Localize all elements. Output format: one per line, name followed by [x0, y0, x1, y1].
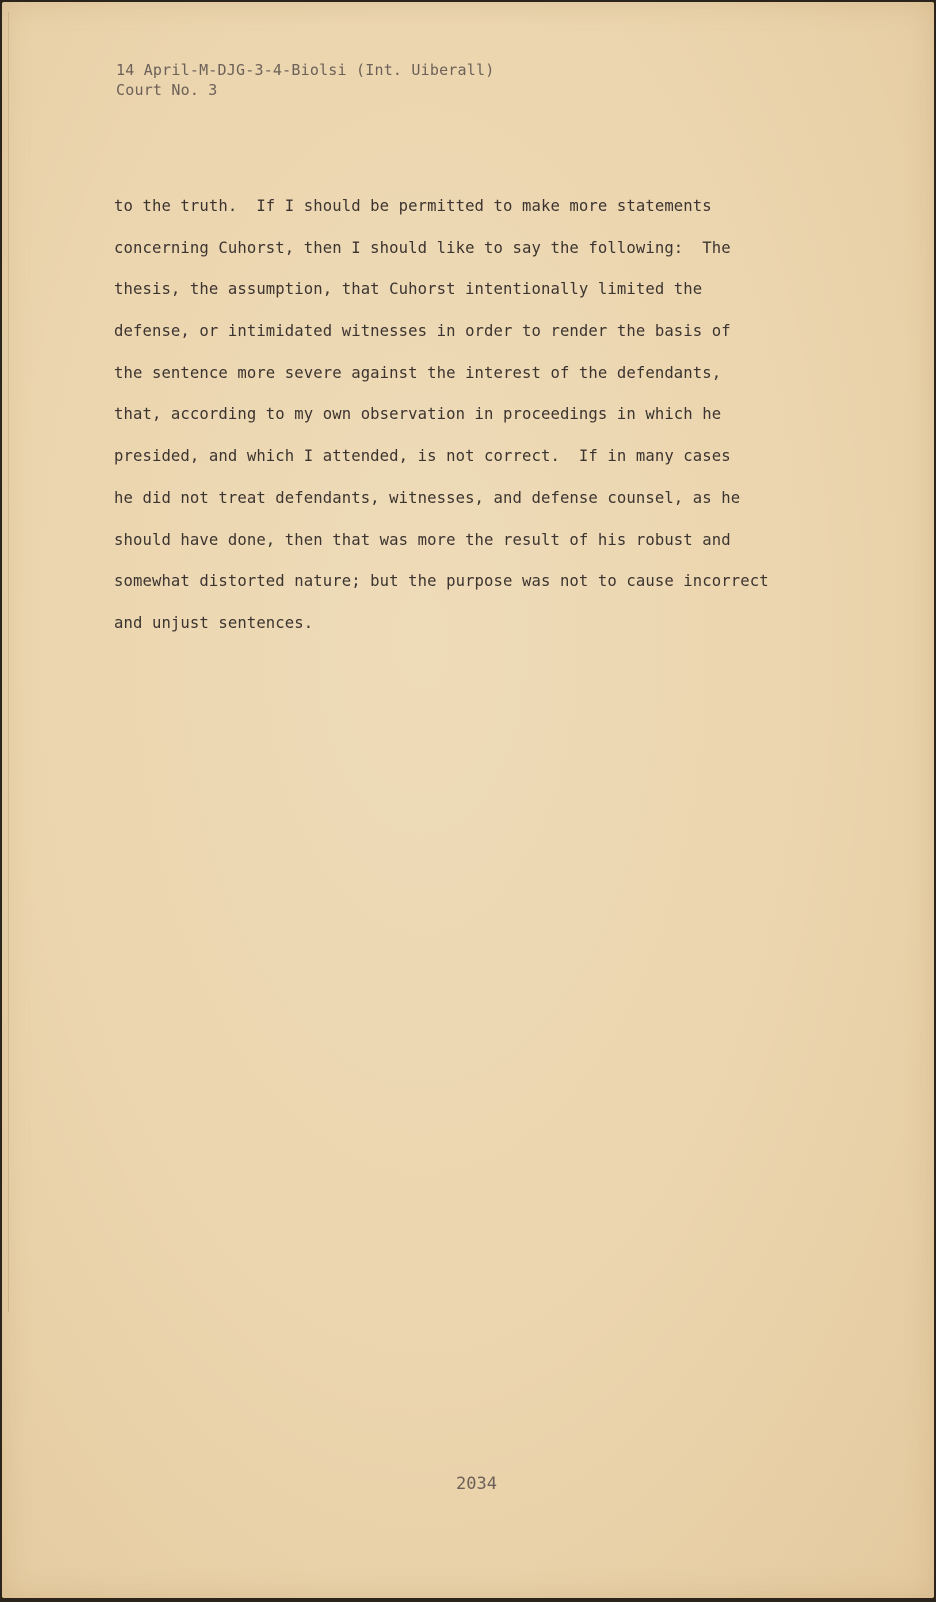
- body-line: he did not treat defendants, witnesses, and defense counsel, as he: [114, 488, 741, 507]
- document-header: [116, 60, 494, 100]
- body-line: defense, or intimidated witnesses in order to render the basis of: [114, 322, 731, 341]
- body-line: the sentence more severe against the interest of the defendants,: [114, 363, 722, 382]
- header-court-number: Court No. 3: [116, 81, 218, 99]
- header-case-reference: 14 April-M-DJG-3-4-Biolsi (Int. Uiberall): [116, 61, 495, 79]
- page-edge-marks: [8, 12, 15, 1312]
- page-number: 2034: [456, 1474, 497, 1494]
- body-line: and unjust sentences.: [114, 613, 314, 632]
- body-line: should have done, then that was more the result of his robust and: [114, 530, 731, 549]
- body-line: concerning Cuhorst, then I should like to say the following: The: [114, 238, 731, 257]
- body-line: to the truth. If I should be permitted to make more statements: [114, 197, 712, 215]
- body-line: thesis, the assumption, that Cuhorst intentionally limited the: [114, 280, 703, 299]
- body-line: presided, and which I attended, is not correct. If in many cases: [114, 447, 731, 466]
- testimony-body: [114, 186, 834, 645]
- body-line: that, according to my own observation in proceedings in which he: [114, 405, 722, 424]
- document-page: [2, 2, 934, 1598]
- body-line: somewhat distorted nature; but the purpose was not to cause incorrect: [114, 572, 769, 591]
